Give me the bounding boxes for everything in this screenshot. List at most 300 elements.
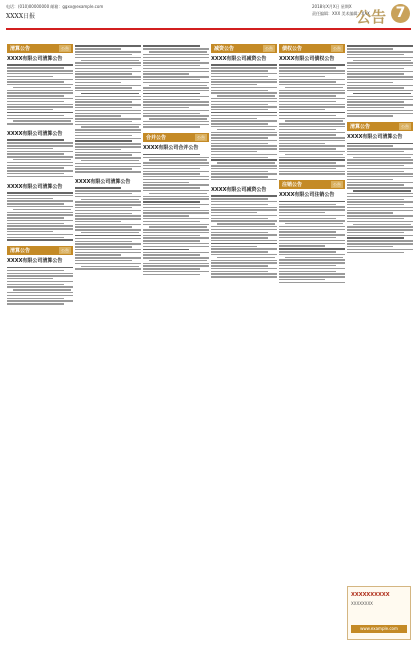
- text-line: [143, 235, 200, 236]
- article-body: [211, 195, 277, 277]
- text-line: [211, 265, 268, 266]
- newspaper-logo: XXXX日报: [6, 13, 36, 20]
- text-line: [279, 126, 345, 127]
- text-line: [211, 232, 268, 233]
- text-line: [7, 217, 64, 218]
- text-line: [279, 243, 345, 244]
- text-line: [279, 76, 325, 77]
- text-line: [211, 248, 277, 249]
- section-tag: 公告: [61, 46, 69, 51]
- text-line: [143, 57, 209, 58]
- text-line: [149, 193, 207, 194]
- text-line: [149, 51, 207, 52]
- article-body: [75, 187, 141, 269]
- spacer: [279, 284, 345, 288]
- text-line: [285, 223, 343, 224]
- text-line: [279, 157, 345, 158]
- text-line: [279, 143, 325, 144]
- text-line: [279, 201, 345, 203]
- text-line: [279, 137, 345, 138]
- text-line: [7, 176, 73, 177]
- text-line: [347, 104, 413, 105]
- text-line: [211, 237, 268, 238]
- text-line: [347, 240, 413, 241]
- section-header: [347, 122, 413, 131]
- text-line: [211, 195, 277, 197]
- text-line: [143, 187, 200, 188]
- text-line: [7, 84, 73, 85]
- text-line: [7, 112, 73, 114]
- text-line: [7, 195, 73, 196]
- text-line: [13, 87, 71, 88]
- text-line: [347, 201, 413, 202]
- text-line: [7, 162, 73, 163]
- text-line: [211, 273, 277, 274]
- section-label: 债权公告: [282, 46, 303, 52]
- section-label: 清算公告: [10, 46, 31, 52]
- text-line: [211, 81, 277, 82]
- text-line: [75, 166, 141, 167]
- article-title: XXXX有限公司减资公告: [211, 186, 267, 193]
- text-line: [7, 303, 64, 304]
- text-line: [7, 220, 73, 221]
- article-title: XXXX有限公司减资公告: [211, 56, 267, 62]
- text-line: [347, 99, 413, 100]
- text-line: [143, 257, 209, 258]
- text-line: [217, 162, 275, 163]
- text-line: [347, 159, 413, 160]
- text-line: [75, 193, 132, 194]
- spacer: [7, 179, 73, 183]
- text-line: [149, 226, 207, 227]
- masthead-rule: [6, 28, 411, 30]
- text-line: [7, 234, 73, 235]
- text-line: [211, 118, 257, 119]
- text-line: [347, 249, 413, 250]
- text-line: [143, 165, 209, 166]
- text-line: [75, 190, 141, 191]
- text-line: [7, 295, 73, 296]
- text-line: [75, 226, 132, 227]
- text-line: [285, 120, 343, 121]
- spacer: [7, 306, 73, 310]
- text-line: [75, 213, 132, 214]
- text-line: [279, 132, 345, 133]
- text-line: [279, 282, 345, 283]
- text-line: [7, 139, 64, 141]
- text-line: [143, 168, 200, 169]
- text-line: [143, 62, 209, 63]
- text-line: [7, 73, 73, 74]
- text-line: [143, 93, 200, 95]
- text-line: [347, 207, 413, 208]
- text-line: [143, 212, 209, 213]
- text-line: [143, 115, 209, 116]
- text-line: [211, 262, 277, 263]
- text-line: [143, 196, 209, 197]
- text-line: [7, 273, 73, 274]
- text-line: [143, 107, 189, 108]
- text-line: [143, 73, 189, 74]
- text-line: [347, 168, 413, 169]
- spacer: [211, 182, 277, 186]
- section-header: [279, 44, 345, 53]
- text-line: [279, 98, 345, 99]
- text-line: [347, 45, 413, 47]
- article-title: XXXX有限公司清算公告: [347, 134, 403, 141]
- text-line: [211, 92, 277, 93]
- text-line: [347, 87, 404, 88]
- text-line: [7, 142, 73, 143]
- text-line: [279, 64, 345, 66]
- contact-line: 电话：(010)00000000 邮箱：ggxx@example.com: [6, 4, 104, 9]
- text-line: [279, 134, 336, 135]
- section-tag: 公告: [333, 46, 341, 51]
- text-line: [81, 93, 139, 95]
- text-line: [143, 201, 200, 203]
- text-line: [347, 65, 413, 66]
- text-line: [81, 199, 139, 200]
- text-line: [143, 184, 209, 185]
- text-line: [285, 87, 343, 88]
- text-line: [211, 268, 277, 269]
- text-line: [143, 82, 209, 83]
- text-line: [279, 79, 345, 80]
- text-line: [75, 204, 141, 205]
- text-line: [143, 246, 209, 247]
- text-line: [143, 179, 209, 180]
- text-line: [279, 112, 345, 114]
- text-line: [143, 182, 189, 183]
- text-line: [143, 48, 209, 49]
- text-line: [347, 68, 404, 69]
- text-line: [7, 239, 73, 241]
- text-line: [143, 173, 200, 174]
- text-line: [75, 229, 141, 230]
- text-line: [143, 224, 209, 225]
- text-line: [13, 159, 71, 160]
- text-line: [143, 124, 209, 125]
- text-line: [211, 218, 268, 219]
- article-body: [7, 192, 73, 241]
- text-line: [7, 237, 64, 238]
- text-line: [75, 196, 141, 197]
- text-line: [7, 153, 64, 154]
- text-line: [149, 260, 207, 261]
- text-line: [211, 73, 277, 74]
- section-tag: 公告: [61, 248, 69, 254]
- section-tag: 公告: [401, 124, 409, 130]
- text-line: [143, 252, 209, 253]
- text-line: [7, 281, 73, 282]
- section-label: 清算公告: [350, 124, 371, 131]
- text-line: [75, 101, 132, 102]
- text-line: [211, 198, 268, 199]
- text-line: [353, 93, 411, 95]
- text-line: [347, 182, 413, 183]
- text-line: [347, 246, 393, 247]
- text-line: [75, 149, 121, 150]
- section-label: 合并公告: [146, 135, 167, 142]
- section-header: [7, 44, 73, 53]
- text-line: [347, 107, 404, 108]
- text-line: [75, 146, 141, 147]
- text-line: [143, 171, 209, 172]
- article-title: XXXX有限公司清算公告: [7, 130, 63, 137]
- text-line: [75, 90, 141, 91]
- section-tag: 公告: [333, 182, 341, 188]
- text-line: [279, 209, 345, 210]
- text-line: [279, 168, 336, 169]
- text-line: [279, 215, 345, 216]
- article-body: [7, 139, 73, 177]
- text-line: [347, 110, 413, 111]
- text-line: [13, 289, 71, 290]
- text-line: [211, 243, 277, 245]
- text-line: [347, 218, 404, 219]
- article-body: [347, 45, 413, 116]
- text-line: [75, 87, 132, 88]
- text-line: [279, 226, 345, 227]
- text-line: [211, 132, 277, 133]
- section-header: [143, 133, 209, 142]
- text-line: [143, 274, 200, 275]
- article-body: [347, 143, 413, 253]
- text-line: [279, 268, 345, 269]
- text-line: [211, 137, 268, 138]
- text-line: [211, 254, 277, 255]
- text-line: [143, 79, 200, 80]
- text-line: [81, 60, 139, 61]
- text-line: [279, 234, 345, 235]
- column-6: [347, 44, 413, 258]
- article-title: XXXX有限公司清算公告: [7, 258, 63, 265]
- column-3: [143, 44, 209, 281]
- text-line: [75, 135, 132, 136]
- text-line: [7, 292, 73, 293]
- text-line: [279, 148, 336, 149]
- text-line: [7, 198, 53, 199]
- column-5: [279, 44, 345, 288]
- text-line: [279, 171, 345, 172]
- section-label: 减资公告: [214, 46, 235, 52]
- article-title: XXXX有限公司注销公告: [279, 192, 335, 199]
- text-line: [353, 190, 411, 192]
- text-line: [211, 209, 277, 210]
- text-line: [211, 104, 268, 105]
- text-line: [211, 168, 277, 169]
- text-line: [347, 179, 393, 180]
- text-line: [211, 234, 277, 235]
- text-line: [75, 124, 141, 125]
- text-line: [353, 60, 411, 61]
- text-line: [143, 176, 209, 177]
- text-line: [347, 237, 404, 239]
- article-body: [211, 64, 277, 180]
- text-line: [279, 92, 345, 93]
- text-line: [347, 162, 413, 163]
- text-line: [211, 246, 257, 247]
- section-tag: 公告: [265, 46, 273, 51]
- text-line: [279, 101, 336, 102]
- text-line: [7, 173, 64, 174]
- text-line: [75, 54, 132, 55]
- text-line: [211, 98, 277, 99]
- text-line: [75, 138, 141, 139]
- text-line: [143, 110, 209, 111]
- text-line: [211, 76, 268, 77]
- text-line: [75, 163, 141, 164]
- text-line: [7, 228, 73, 229]
- text-line: [75, 121, 132, 122]
- text-line: [279, 70, 345, 71]
- article-body: [279, 64, 345, 174]
- text-line: [279, 90, 345, 91]
- text-line: [217, 95, 275, 96]
- text-line: [75, 129, 141, 130]
- text-line: [75, 207, 132, 208]
- text-line: [75, 243, 141, 244]
- text-line: [75, 118, 141, 119]
- text-line: [75, 171, 141, 172]
- spacer: [7, 126, 73, 130]
- text-line: [211, 134, 277, 135]
- text-line: [347, 212, 393, 213]
- article-body: [7, 267, 73, 305]
- text-line: [143, 157, 209, 158]
- text-line: [7, 275, 73, 276]
- column-1: [7, 44, 73, 310]
- article-body: [7, 64, 73, 124]
- issue-date: 2018年X月X日 星期X: [312, 4, 352, 9]
- text-line: [75, 254, 121, 255]
- text-line: [211, 115, 277, 116]
- text-line: [75, 71, 141, 72]
- text-line: [75, 235, 141, 237]
- text-line: [347, 151, 404, 152]
- text-line: [75, 210, 141, 211]
- text-line: [7, 298, 64, 299]
- spacer: [211, 279, 277, 283]
- text-line: [211, 79, 277, 80]
- text-line: [81, 266, 139, 267]
- text-line: [279, 254, 345, 255]
- text-line: [7, 286, 73, 287]
- text-line: [279, 145, 345, 146]
- text-line: [143, 60, 200, 61]
- text-line: [279, 212, 325, 213]
- text-line: [75, 48, 121, 49]
- text-line: [75, 157, 141, 158]
- text-line: [279, 237, 336, 238]
- text-line: [211, 165, 277, 166]
- text-line: [75, 73, 132, 74]
- ad-banner[interactable]: [347, 586, 411, 640]
- text-line: [143, 207, 200, 208]
- text-line: [211, 220, 277, 221]
- text-line: [211, 148, 277, 149]
- text-line: [347, 90, 413, 91]
- text-line: [279, 165, 345, 166]
- text-line: [347, 252, 404, 253]
- spacer: [143, 277, 209, 281]
- text-line: [143, 96, 209, 97]
- text-line: [347, 173, 413, 174]
- text-line: [353, 157, 411, 158]
- text-line: [143, 240, 200, 241]
- text-line: [143, 68, 209, 69]
- article-body: [143, 45, 209, 127]
- text-line: [211, 207, 277, 208]
- text-line: [347, 62, 413, 63]
- text-line: [347, 199, 404, 200]
- text-line: [75, 201, 141, 202]
- text-line: [279, 206, 345, 207]
- text-line: [75, 252, 141, 253]
- text-line: [347, 96, 413, 97]
- text-line: [143, 268, 200, 269]
- text-line: [217, 129, 275, 130]
- text-line: [211, 64, 277, 66]
- text-line: [347, 171, 404, 172]
- text-line: [75, 152, 141, 153]
- banner-url[interactable]: www.example.com: [351, 625, 407, 633]
- text-line: [347, 143, 413, 145]
- text-line: [347, 226, 413, 227]
- text-line: [347, 54, 404, 55]
- text-line: [279, 173, 345, 174]
- text-line: [279, 118, 345, 119]
- text-line: [211, 212, 257, 213]
- text-line: [7, 165, 73, 166]
- text-line: [211, 229, 277, 230]
- text-line: [149, 85, 207, 86]
- text-line: [7, 92, 73, 93]
- text-line: [211, 106, 277, 107]
- text-line: [7, 79, 73, 80]
- text-line: [7, 300, 73, 301]
- text-line: [143, 65, 200, 66]
- text-line: [347, 82, 393, 83]
- text-line: [347, 210, 413, 211]
- text-line: [211, 90, 268, 91]
- text-line: [75, 113, 141, 114]
- text-line: [143, 232, 209, 233]
- article-title: XXXX有限公司清算公告: [7, 56, 63, 62]
- text-line: [211, 87, 277, 88]
- text-line: [143, 243, 209, 244]
- text-line: [7, 156, 73, 157]
- text-line: [279, 276, 345, 277]
- text-line: [7, 98, 73, 99]
- text-line: [143, 101, 209, 102]
- text-line: [211, 67, 277, 68]
- text-line: [75, 68, 132, 69]
- text-line: [211, 201, 277, 202]
- editor-credit: 责任编辑：XXX 美术编辑：XXX: [312, 11, 370, 16]
- text-line: [211, 176, 268, 177]
- article-title: XXXX有限公司清算公告: [75, 178, 131, 185]
- text-line: [143, 154, 200, 156]
- article-title: XXXX有限公司清算公告: [7, 183, 63, 190]
- text-line: [75, 104, 141, 105]
- text-line: [143, 218, 209, 219]
- text-line: [143, 190, 209, 191]
- text-line: [7, 200, 73, 201]
- text-line: [279, 259, 345, 260]
- text-line: [7, 223, 64, 224]
- text-line: [143, 121, 209, 122]
